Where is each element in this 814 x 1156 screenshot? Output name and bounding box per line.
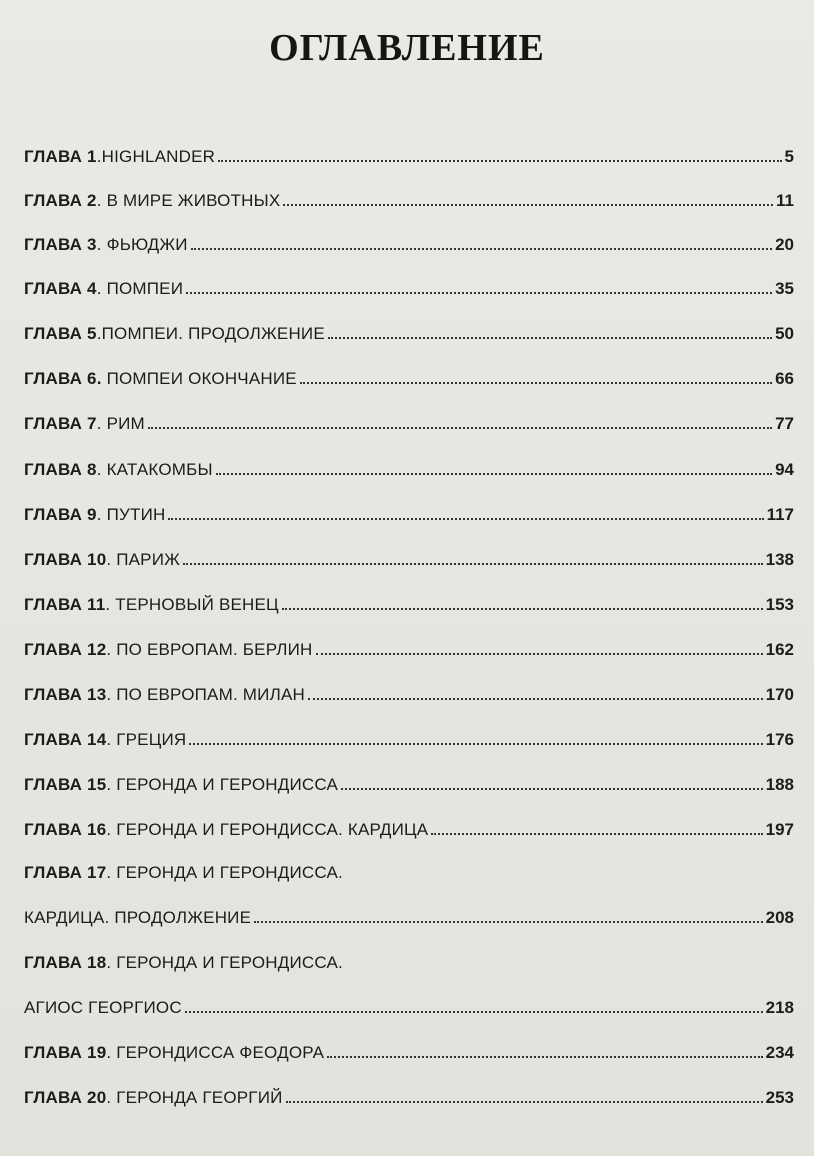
page-number: 50	[775, 324, 794, 343]
toc-entry-label	[24, 146, 215, 168]
chapter-number: ГЛАВА 4	[24, 279, 97, 298]
page-number: 117	[766, 505, 794, 524]
page-number: 77	[775, 414, 794, 433]
dot-leader	[316, 649, 763, 655]
chapter-number: ГЛАВА 14	[24, 730, 107, 749]
page-number: 188	[765, 775, 794, 794]
toc-entry	[24, 190, 794, 212]
chapter-title: . ПО ЕВРОПАМ. БЕРЛИН	[106, 640, 313, 659]
toc-entry	[24, 594, 794, 616]
page-number: 170	[765, 685, 794, 704]
toc-entry	[24, 368, 794, 390]
dot-leader	[168, 514, 763, 520]
toc-entry-label	[24, 594, 279, 616]
toc-entry-label	[24, 952, 343, 974]
page-number: 5	[784, 147, 794, 166]
toc-entry-label	[24, 729, 186, 751]
toc-entry-label	[24, 190, 280, 212]
chapter-number: ГЛАВА 3	[24, 235, 97, 254]
dot-leader	[327, 1052, 762, 1058]
dot-leader	[218, 156, 781, 162]
chapter-title: . ПОМПЕИ	[96, 279, 184, 298]
toc-entry	[24, 907, 794, 929]
dot-leader	[300, 378, 772, 384]
toc-entry-label	[24, 1087, 283, 1109]
dot-leader	[431, 829, 762, 835]
dot-leader	[341, 784, 763, 790]
chapter-title: . ПО ЕВРОПАМ. МИЛАН	[106, 685, 305, 704]
dot-leader	[191, 244, 772, 250]
toc-entry-label	[24, 234, 188, 256]
page-title: ОГЛАВЛЕНИЕ	[269, 27, 545, 69]
toc-entry-label	[24, 907, 251, 929]
toc-entry-label	[24, 323, 325, 345]
page-number: 234	[765, 1043, 794, 1062]
chapter-title: . ГЕРОНДА И ГЕРОНДИССА	[106, 775, 338, 794]
toc-entry-label	[24, 819, 428, 841]
chapter-title: . ГЕРОНДА И ГЕРОНДИССА.	[106, 863, 343, 882]
toc-entry	[24, 459, 794, 481]
page-number: 138	[765, 550, 794, 569]
chapter-title: . РИМ	[96, 414, 145, 433]
toc-entry	[24, 1087, 794, 1109]
dot-leader	[308, 694, 763, 700]
chapter-title: . ГЕРОНДА И ГЕРОНДИССА.	[106, 953, 343, 972]
toc-entry	[24, 862, 794, 884]
dot-leader	[189, 739, 762, 745]
page-number: 218	[765, 998, 794, 1017]
dot-leader	[183, 559, 763, 565]
page-number: 197	[765, 820, 794, 839]
toc-entry	[24, 234, 794, 256]
toc-entry	[24, 952, 794, 974]
chapter-title: . ГЕРОНДА И ГЕРОНДИССА. КАРДИЦА	[106, 820, 429, 839]
chapter-title: .ПОМПЕИ. ПРОДОЛЖЕНИЕ	[96, 324, 325, 343]
toc-entry	[24, 549, 794, 571]
chapter-title: . ТЕРНОВЫЙ ВЕНЕЦ	[105, 595, 279, 614]
dot-leader	[185, 1007, 763, 1013]
toc-entry-label	[24, 774, 338, 796]
chapter-number: ГЛАВА 2	[24, 191, 97, 210]
chapter-number: ГЛАВА 7	[24, 414, 97, 433]
chapter-number: ГЛАВА 13	[24, 685, 107, 704]
toc-entry-label	[24, 504, 165, 526]
page-number: 162	[765, 640, 794, 659]
toc-entry	[24, 997, 794, 1019]
chapter-title: . ГЕРОНДИССА ФЕОДОРА	[106, 1043, 325, 1062]
toc-entry-label	[24, 549, 180, 571]
toc-entry-label	[24, 459, 213, 481]
chapter-number: ГЛАВА 11	[24, 595, 106, 614]
page-number: 153	[765, 595, 794, 614]
chapter-number: ГЛАВА 8	[24, 460, 97, 479]
toc-entry	[24, 1042, 794, 1064]
chapter-title: . ПАРИЖ	[106, 550, 181, 569]
toc-entry-label	[24, 639, 313, 661]
toc-entry	[24, 684, 794, 706]
page-number: 35	[775, 279, 794, 298]
toc-entry-label	[24, 862, 343, 884]
chapter-title: АГИОС ГЕОРГИОС	[24, 998, 182, 1017]
toc-entry	[24, 639, 794, 661]
toc-entry-label	[24, 684, 305, 706]
chapter-number: ГЛАВА 20	[24, 1088, 107, 1107]
dot-leader	[283, 200, 773, 206]
chapter-number: ГЛАВА 19	[24, 1043, 107, 1062]
toc-entry-label	[24, 1042, 324, 1064]
chapter-title: . ГРЕЦИЯ	[106, 730, 187, 749]
dot-leader	[286, 1097, 763, 1103]
chapter-number: ГЛАВА 10	[24, 550, 107, 569]
dot-leader	[254, 917, 762, 923]
chapter-title: .HIGHLANDER	[96, 147, 216, 166]
toc-entry	[24, 774, 794, 796]
page-number: 176	[765, 730, 794, 749]
toc-entry-label	[24, 413, 145, 435]
toc-entry-label	[24, 368, 297, 390]
chapter-title: . ГЕРОНДА ГЕОРГИЙ	[106, 1088, 283, 1107]
toc-entry-label	[24, 997, 182, 1019]
chapter-number: ГЛАВА 12	[24, 640, 107, 659]
page-number: 94	[775, 460, 794, 479]
chapter-number: ГЛАВА 1	[24, 147, 97, 166]
chapter-title: ПОМПЕИ ОКОНЧАНИЕ	[101, 369, 297, 388]
toc-entry	[24, 413, 794, 435]
chapter-title: . В МИРЕ ЖИВОТНЫХ	[96, 191, 281, 210]
chapter-title: . ПУТИН	[96, 505, 166, 524]
chapter-number: ГЛАВА 16	[24, 820, 107, 839]
dot-leader	[148, 423, 772, 429]
toc-entry	[24, 146, 794, 168]
chapter-title: . ФЬЮДЖИ	[96, 235, 188, 254]
chapter-number: ГЛАВА 15	[24, 775, 107, 794]
page-number: 11	[776, 191, 794, 210]
toc-entry	[24, 819, 794, 841]
page-number: 66	[775, 369, 794, 388]
dot-leader	[216, 469, 772, 475]
page-number: 208	[765, 908, 794, 927]
page-number: 253	[765, 1088, 794, 1107]
chapter-number: ГЛАВА 9	[24, 505, 97, 524]
dot-leader	[328, 333, 772, 339]
toc-entry	[24, 323, 794, 345]
toc-entry	[24, 504, 794, 526]
chapter-number: ГЛАВА 18	[24, 953, 107, 972]
toc-entry	[24, 278, 794, 300]
dot-leader	[186, 288, 772, 294]
chapter-title: . КАТАКОМБЫ	[96, 460, 213, 479]
chapter-number: ГЛАВА 17	[24, 863, 107, 882]
page-number: 20	[775, 235, 794, 254]
dot-leader	[282, 604, 763, 610]
toc-entry-label	[24, 278, 183, 300]
chapter-title: КАРДИЦА. ПРОДОЛЖЕНИЕ	[24, 908, 252, 927]
chapter-number: ГЛАВА 6.	[24, 369, 102, 388]
chapter-number: ГЛАВА 5	[24, 324, 97, 343]
toc-entry	[24, 729, 794, 751]
